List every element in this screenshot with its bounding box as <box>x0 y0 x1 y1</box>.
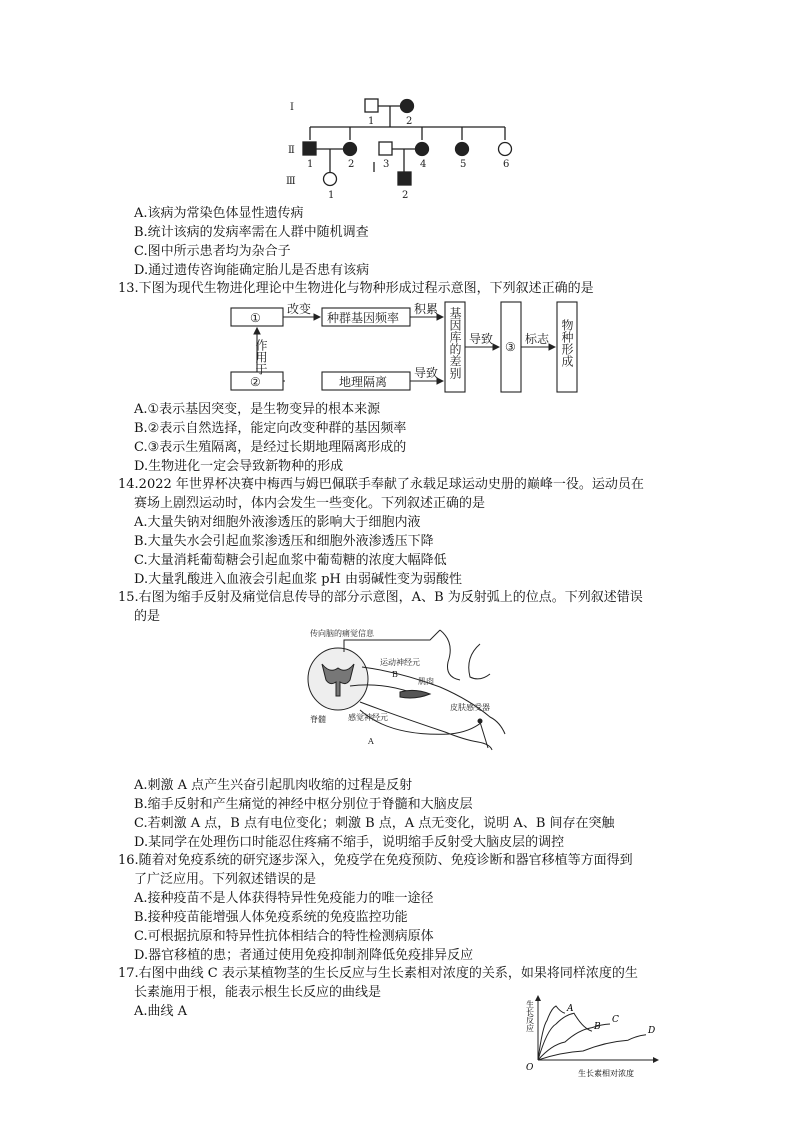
q16-option-b: B.接种疫苗能增强人体免疫系统的免疫监控功能 <box>134 910 408 925</box>
act-on-label: 作用于 <box>254 339 268 375</box>
growth-response-chart <box>508 988 668 1086</box>
q15-stem-line2: 的是 <box>134 609 161 624</box>
accum-label: 积累 <box>414 302 439 316</box>
change-label: 改变 <box>287 302 312 316</box>
origin-label: O <box>526 1063 534 1073</box>
point-b-label: B <box>392 670 398 679</box>
q15-stem-line1: 15.右图为缩手反射及痛觉信息传导的部分示意图，A、B 为反射弧上的位点。下列叙述错误 <box>118 590 643 605</box>
pedigree-II-2 <box>344 143 357 156</box>
q13-option-d: D.生物进化一定会导致新物种的形成 <box>134 459 344 474</box>
pedigree-num: 2 <box>402 190 409 201</box>
curve-label-a: A <box>567 1004 574 1015</box>
q14-option-d: D.大量乳酸进入血液会引起血浆 pH 由弱碱性变为弱酸性 <box>134 572 463 587</box>
pedigree-num: 3 <box>383 159 390 170</box>
q14-option-c: C.大量消耗葡萄糖会引起血浆中葡萄糖的浓度大幅降低 <box>134 553 447 568</box>
x-axis-label: 生长素相对浓度 <box>578 1069 634 1078</box>
pedigree-num: 2 <box>406 116 413 127</box>
pedigree-num: 1 <box>328 190 335 201</box>
pedigree-num: 2 <box>348 159 355 170</box>
point-a-label: A <box>368 737 374 746</box>
q15-option-a: A.刺激 A 点产生兴奋引起肌肉收缩的过程是反射 <box>134 778 413 793</box>
q15-option-d: D.某同学在处理伤口时能忍住疼痛不缩手，说明缩手反射受大脑皮层的调控 <box>134 835 565 850</box>
q14-stem-line2: 赛场上剧烈运动时，体内会发生一些变化。下列叙述正确的是 <box>134 496 486 511</box>
pedigree-chart <box>280 92 550 204</box>
q16-option-d: D.器官移植的患；者通过使用免疫抑制剂降低免疫排异反应 <box>134 948 474 963</box>
q17-stem-line2: 长素施用于根，能表示根生长反应的曲线是 <box>134 985 382 1000</box>
q13-option-c: C.③表示生殖隔离，是经过长期地理隔离形成的 <box>134 440 407 455</box>
pedigree-num: 4 <box>420 159 427 170</box>
curve-label-d: D <box>648 1025 656 1036</box>
gene-frequency-label: 种群基因频率 <box>327 311 400 325</box>
lead-label-1: 导致 <box>414 366 439 380</box>
gen-label-3: Ⅲ <box>286 176 296 187</box>
pedigree-num: 1 <box>307 159 314 170</box>
q14-option-b: B.大量失水会引起血浆渗透压和细胞外液渗透压下降 <box>134 534 434 549</box>
muscle-label: 肌肉 <box>418 677 434 686</box>
sensory-neuron-label: 感觉神经元 <box>348 713 388 722</box>
gen-label-2: Ⅱ <box>288 145 295 156</box>
q12-option-c: C.图中所示患者均为杂合子 <box>134 244 291 259</box>
q16-option-c: C.可根据抗原和特异性抗体相结合的特性检测病原体 <box>134 929 434 944</box>
pedigree-II-1 <box>303 142 316 155</box>
gen-label-1: Ⅰ <box>290 102 294 113</box>
q15-option-c: C.若刺激 A 点，B 点有电位变化；刺激 B 点，A 点无变化，说明 A、B 间存在突触 <box>134 816 615 831</box>
q12-option-a: A.该病为常染色体显性遗传病 <box>134 206 304 221</box>
curve-d <box>538 1035 646 1060</box>
q15-option-b: B.缩手反射和产生痛觉的神经中枢分别位于脊髓和大脑皮层 <box>134 797 473 812</box>
pedigree-I-1 <box>365 99 378 112</box>
pedigree-num: 5 <box>460 159 467 170</box>
q13-option-a: A.①表示基因突变，是生物变异的根本来源 <box>134 402 381 417</box>
pedigree-II-5 <box>456 143 469 156</box>
reflex-arc-figure <box>300 622 525 774</box>
pedigree-III-1 <box>324 173 337 186</box>
motor-neuron-label: 运动神经元 <box>380 658 420 667</box>
gene-pool-label: 基因库的差别 <box>448 307 462 379</box>
q16-stem-line1: 16.随着对免疫系统的研究逐步深入，免疫学在免疫预防、免疫诊断和器官移植等方面得到 <box>118 853 633 868</box>
q12-option-d: D.通过遗传咨询能确定胎儿是否患有该病 <box>134 263 370 278</box>
y-axis-label: 生长反应 <box>525 1000 535 1032</box>
curve-label-b: B <box>594 1022 601 1033</box>
lead-label-2: 导致 <box>469 332 494 346</box>
brain-pathway-label: 传向脑的痛觉信息 <box>310 629 374 638</box>
mark-label: 标志 <box>525 332 550 346</box>
q12-option-b: B.统计该病的发病率需在人群中随机调查 <box>134 225 369 240</box>
pedigree-num: 1 <box>368 116 375 127</box>
q16-option-a: A.接种疫苗不是人体获得特异性免疫能力的唯一途径 <box>134 891 434 906</box>
pedigree-I-2 <box>401 100 414 113</box>
pedigree-III-2 <box>398 172 411 185</box>
box-1-label: ① <box>250 311 261 325</box>
pedigree-II-4 <box>416 143 429 156</box>
q14-option-a: A.大量失钠对细胞外液渗透压的影响大于细胞内液 <box>134 515 421 530</box>
curve-a <box>538 1006 565 1060</box>
species-label: 物种形成 <box>560 319 574 367</box>
q17-option-a: A.曲线 A <box>134 1004 188 1019</box>
receptor-label: 皮肤感受器 <box>450 703 490 712</box>
geo-isolation-label: 地理隔离 <box>339 375 388 389</box>
q14-stem-line1: 14.2022 年世界杯决赛中梅西与姆巴佩联手奉献了永载足球运动史册的巅峰一役。运动员在 <box>118 477 644 492</box>
q16-stem-line2: 了广泛应用。下列叙述错误的是 <box>134 872 317 887</box>
q13-stem: 13.下图为现代生物进化理论中生物进化与物种形成过程示意图，下列叙述正确的是 <box>118 281 594 296</box>
q17-stem-line1: 17.右图中曲线 C 表示某植物茎的生长反应与生长素相对浓度的关系，如果将同样浓度的生 <box>118 966 638 981</box>
curve-label-c: C <box>612 1015 619 1025</box>
box-2-label: ② <box>250 375 261 389</box>
box-3-label: ③ <box>505 340 516 354</box>
evolution-diagram <box>225 299 585 399</box>
pedigree-II-6 <box>499 143 512 156</box>
q13-option-b: B.②表示自然选择，能定向改变种群的基因频率 <box>134 421 407 436</box>
pedigree-num: 6 <box>503 159 510 170</box>
spine-label: 脊髓 <box>310 715 326 724</box>
pedigree-II-3 <box>379 142 392 155</box>
